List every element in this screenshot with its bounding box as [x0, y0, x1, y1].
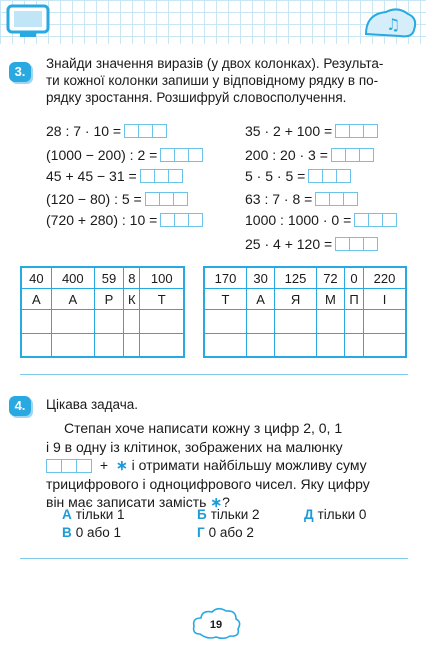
line-text: і отримати найбільшу можливу суму [131, 457, 367, 473]
table-number-cell: 220 [364, 267, 407, 289]
blank-cell[interactable] [364, 310, 407, 334]
svg-text:♫: ♫ [386, 15, 401, 34]
instruction-line: рядку зростання. Розшифруй словосполучення. [46, 90, 347, 105]
blank-cell[interactable] [345, 334, 364, 358]
answer-boxes[interactable] [315, 192, 358, 206]
plus-sign: + [99, 457, 109, 473]
blank-cell[interactable] [94, 310, 123, 334]
table-number-cell: 59 [94, 267, 123, 289]
table-letter-cell: Р [94, 289, 123, 310]
decode-table-left [20, 266, 185, 358]
table-letter-cell: К [124, 289, 140, 310]
answer-boxes[interactable] [160, 148, 203, 162]
answer-boxes[interactable] [308, 169, 351, 183]
expression-left-5: (720 + 280) : 10 = [46, 212, 203, 228]
option-text: тільки 2 [210, 507, 260, 522]
table-letter-cell: М [316, 289, 344, 310]
instruction-line: ти кожної колонки запиши у відповідному рядку в по- [46, 73, 379, 88]
task-number-badge: 4. [9, 396, 31, 416]
table-letter-cell: А [21, 289, 51, 310]
blank-cell[interactable] [364, 334, 407, 358]
option-letter: Д [304, 507, 314, 522]
table-letter-cell: А [246, 289, 274, 310]
table-number-cell: 100 [140, 267, 184, 289]
answer-boxes[interactable] [335, 124, 378, 138]
body-line [46, 456, 408, 475]
blank-cell[interactable] [124, 310, 140, 334]
blank-cell[interactable] [124, 334, 140, 358]
expression-right-2: 200 : 20 · 3 = [245, 147, 374, 163]
option-g[interactable] [197, 525, 254, 540]
table-letter-cell: Т [140, 289, 184, 310]
table-number-cell: 72 [316, 267, 344, 289]
decode-table-right [203, 266, 407, 358]
table-number-cell: 8 [124, 267, 140, 289]
table-letter-cell: П [345, 289, 364, 310]
table-letter-cell: Т [204, 289, 246, 310]
divider [20, 374, 408, 375]
blank-cell[interactable] [204, 334, 246, 358]
option-text: 0 або 1 [75, 525, 122, 540]
expression-right-6: 25 · 4 + 120 = [245, 236, 378, 252]
question-mark: ? [222, 494, 230, 510]
star-icon: ∗ [115, 457, 128, 473]
expression-left-3: 45 + 45 − 31 = [46, 168, 183, 184]
blank-cell[interactable] [51, 310, 94, 334]
instruction-line: Знайди значення виразів (у двох колонках). Результа- [46, 56, 384, 71]
digit-boxes[interactable] [46, 459, 92, 473]
blank-cell[interactable] [316, 334, 344, 358]
option-text: тільки 1 [75, 507, 125, 522]
divider [20, 558, 408, 559]
body-line: трицифрового і одноцифрового чисел. Яку цифру [46, 475, 370, 492]
table-number-cell: 30 [246, 267, 274, 289]
table-number-cell: 400 [51, 267, 94, 289]
option-letter: Б [197, 507, 207, 522]
answer-boxes[interactable] [331, 148, 374, 162]
blank-cell[interactable] [316, 310, 344, 334]
answer-boxes[interactable] [160, 213, 203, 227]
expression-right-4: 63 : 7 · 8 = [245, 191, 358, 207]
music-note-icon [360, 4, 420, 40]
body-line: Степан хоче написати кожну з цифр 2, 0, 1 [64, 420, 343, 436]
answer-boxes[interactable] [124, 124, 167, 138]
table-number-cell: 125 [275, 267, 317, 289]
table-number-cell: 0 [345, 267, 364, 289]
task-number-badge: 3. [9, 62, 31, 82]
blank-cell[interactable] [21, 334, 51, 358]
task4-body [46, 419, 408, 512]
blank-cell[interactable] [275, 334, 317, 358]
option-letter: А [62, 507, 72, 522]
blank-cell[interactable] [140, 334, 184, 358]
table-letter-cell: І [364, 289, 407, 310]
expression-left-2: (1000 − 200) : 2 = [46, 147, 203, 163]
star-icon: ∗ [210, 494, 223, 510]
option-text: тільки 0 [317, 507, 367, 522]
answer-boxes[interactable] [145, 192, 188, 206]
expression-left-4: (120 − 80) : 5 = [46, 191, 188, 207]
expression-right-5: 1000 : 1000 · 0 = [245, 212, 397, 228]
blank-cell[interactable] [275, 310, 317, 334]
option-letter: Г [197, 525, 205, 540]
table-letter-cell: А [51, 289, 94, 310]
table-number-cell: 40 [21, 267, 51, 289]
answer-boxes[interactable] [354, 213, 397, 227]
line-text: він має записати замість [46, 494, 207, 510]
blank-cell[interactable] [51, 334, 94, 358]
task4-title: Цікава задача. [46, 397, 139, 412]
answer-boxes[interactable] [335, 237, 378, 251]
blank-cell[interactable] [345, 310, 364, 334]
body-line: і 9 в одну із клітинок, зображених на малюнку [46, 438, 343, 455]
computer-icon [4, 2, 56, 40]
table-number-cell: 170 [204, 267, 246, 289]
option-v[interactable] [62, 525, 121, 540]
option-b[interactable] [197, 507, 260, 522]
page-number-cloud [190, 606, 242, 640]
expression-right-3: 5 · 5 · 5 = [245, 168, 351, 184]
answer-boxes[interactable] [140, 169, 183, 183]
blank-cell[interactable] [246, 334, 274, 358]
table-letter-cell: Я [275, 289, 317, 310]
blank-cell[interactable] [21, 310, 51, 334]
blank-cell[interactable] [94, 334, 123, 358]
expression-left-1: 28 : 7 · 10 = [46, 123, 167, 139]
task3-instruction [46, 55, 418, 106]
blank-cell[interactable] [246, 310, 274, 334]
option-letter: В [62, 525, 72, 540]
blank-cell[interactable] [140, 310, 184, 334]
option-text: 0 або 2 [208, 525, 254, 540]
option-d[interactable] [304, 507, 366, 522]
expression-right-1: 35 · 2 + 100 = [245, 123, 378, 139]
blank-cell[interactable] [204, 310, 246, 334]
option-a[interactable] [62, 507, 125, 522]
page-number: 19 [209, 619, 223, 631]
